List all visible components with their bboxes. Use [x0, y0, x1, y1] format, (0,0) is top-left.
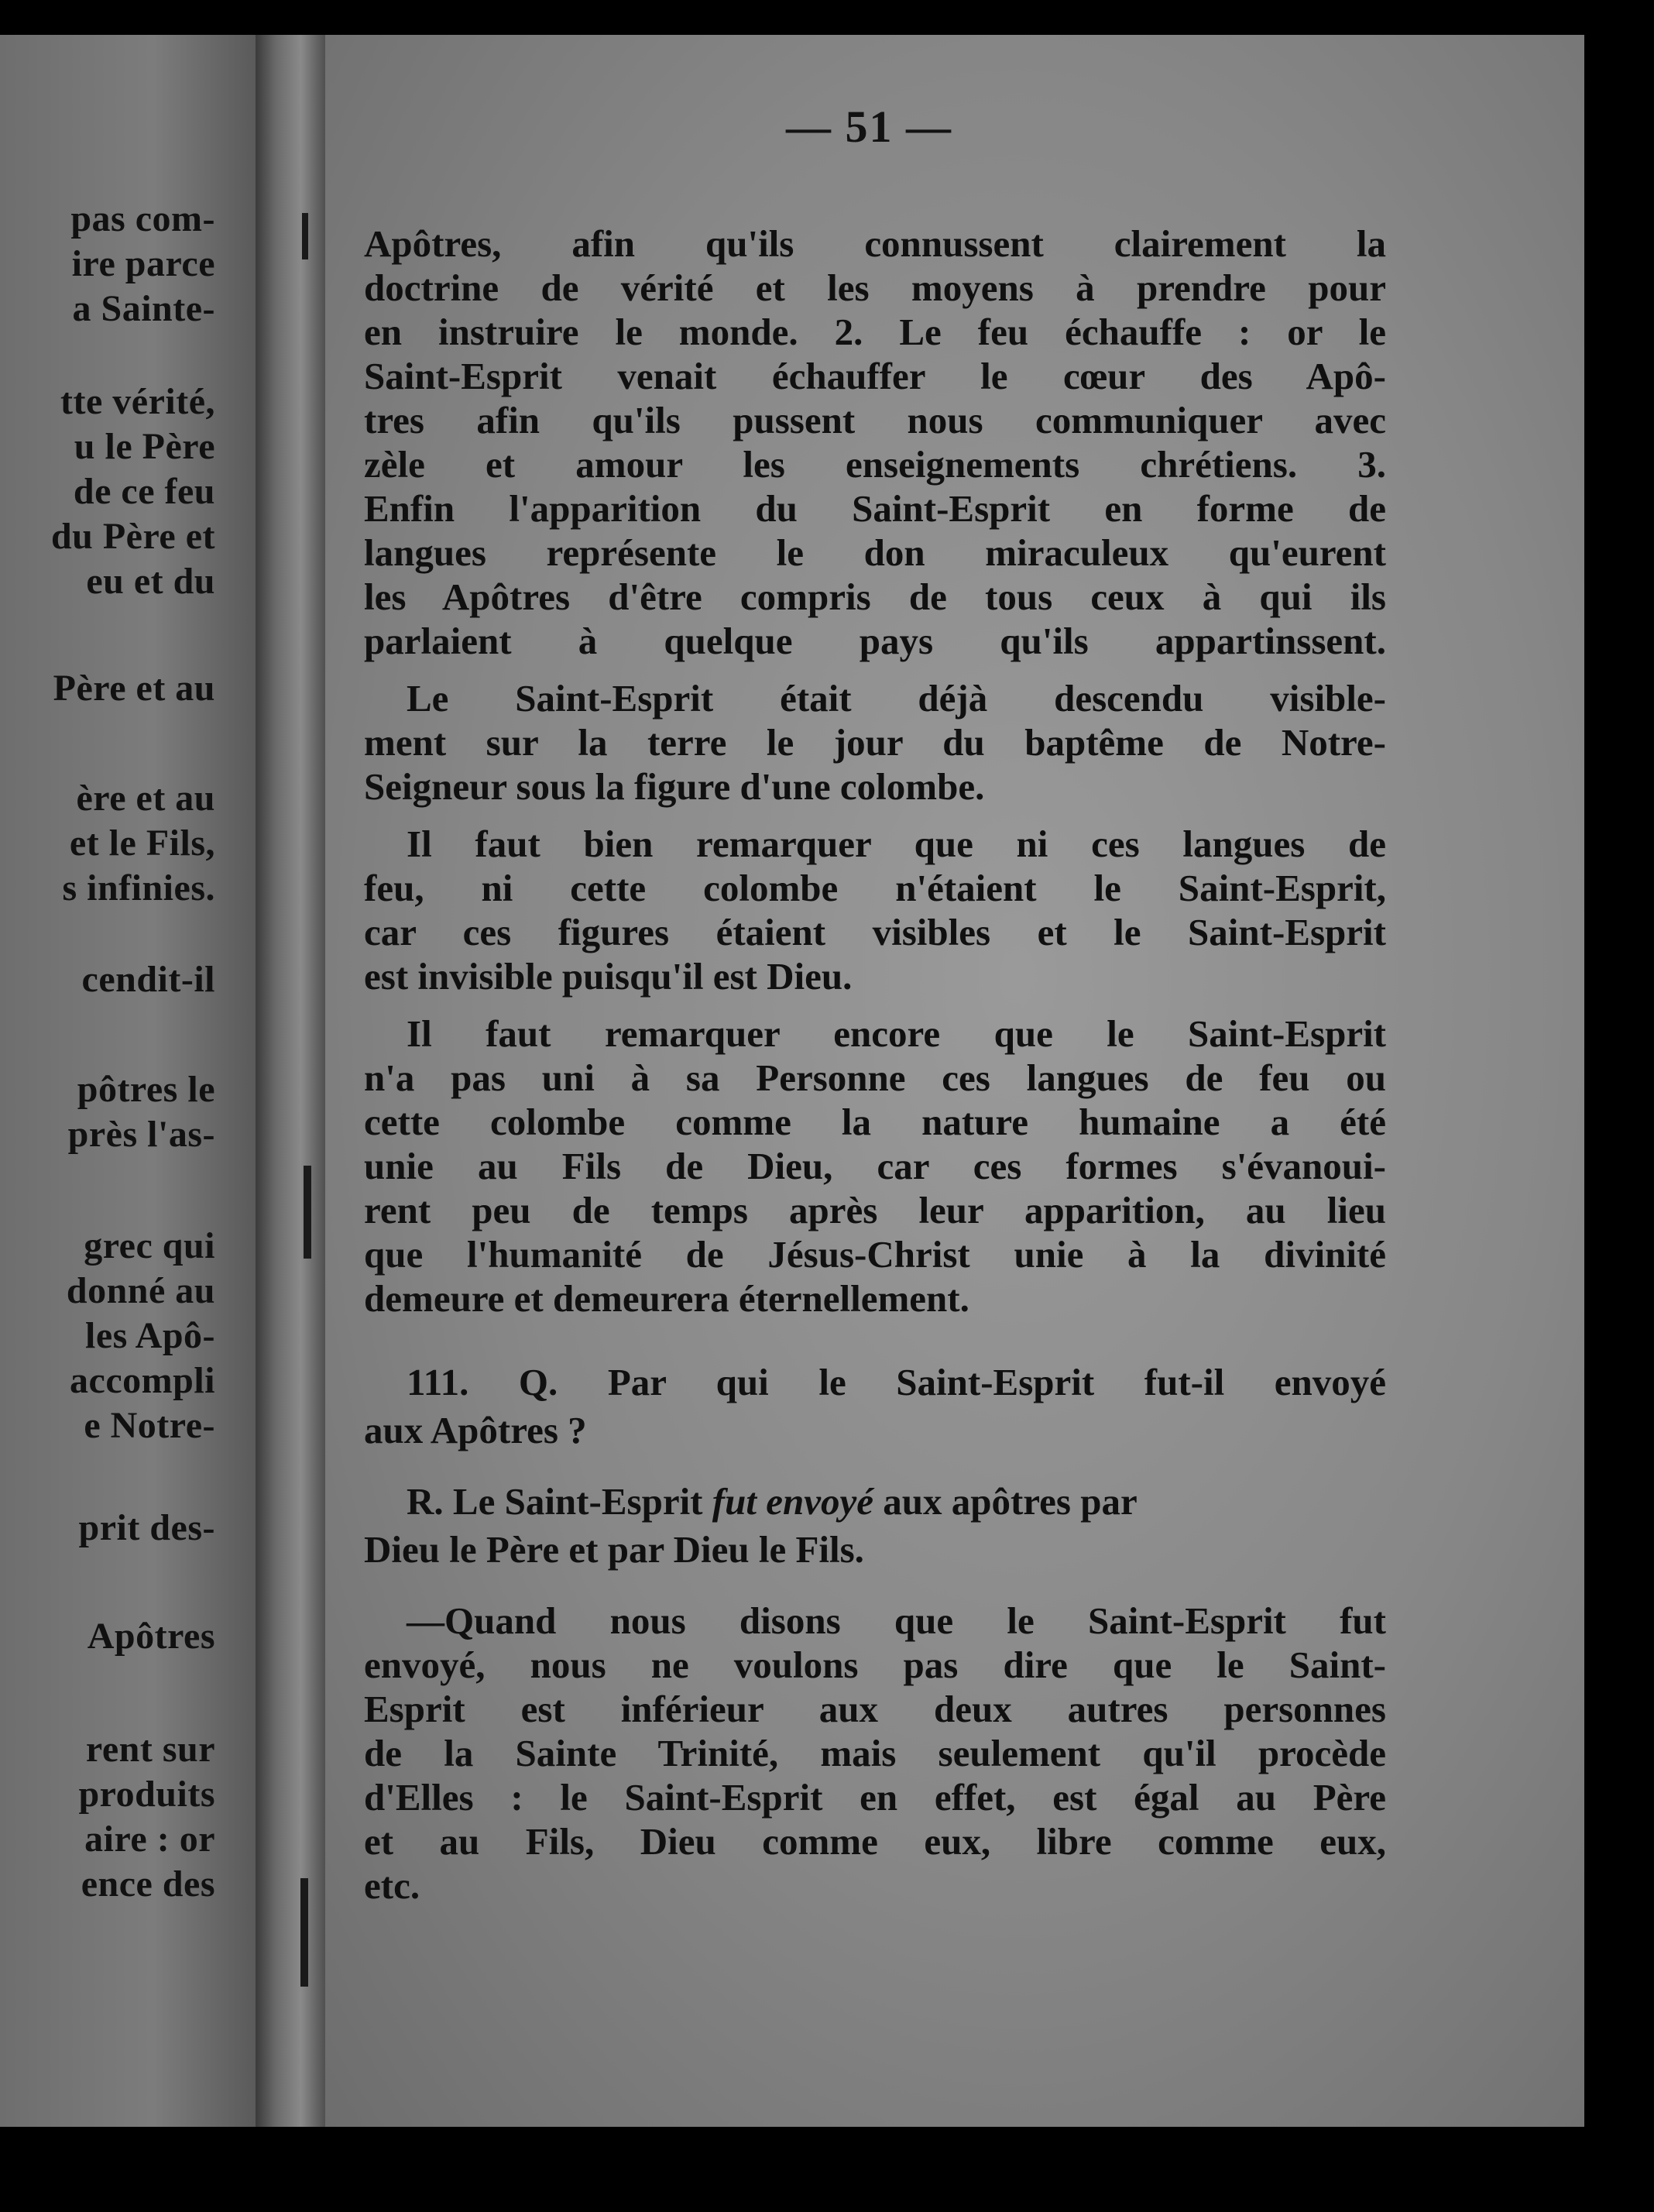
text-line: de la Sainte Trinité, mais seulement qu'il procède [364, 1732, 1386, 1774]
text-line: —Quand nous disons que le Saint-Esprit fut [407, 1599, 1386, 1642]
answer-line: Dieu le Père et par Dieu le Fils. [364, 1528, 864, 1571]
left-line: ère et au [76, 778, 215, 819]
text-line: que l'humanité de Jésus-Christ unie à la divinité [364, 1233, 1386, 1276]
answer-text: aux apôtres par [883, 1480, 1138, 1523]
text-line: Esprit est inférieur aux deux autres personnes [364, 1688, 1386, 1730]
text-line: Saint-Esprit venait échauffer le cœur des Apô- [364, 355, 1386, 397]
scan-border-right [1584, 0, 1654, 2212]
text-line: est invisible puisqu'il est Dieu. [364, 955, 853, 998]
text-line: les Apôtres d'être compris de tous ceux à qui ils [364, 575, 1386, 618]
left-line: aire : or [84, 1819, 215, 1860]
text-line: etc. [364, 1864, 420, 1907]
spine-mark [300, 1878, 308, 1987]
text-line: en instruire le monde. 2. Le feu échauffe : or le [364, 311, 1386, 353]
left-line: ence des [81, 1863, 215, 1905]
left-line: de ce feu [73, 471, 215, 512]
text-line: envoyé, nous ne voulons pas dire que le Saint- [364, 1644, 1386, 1686]
text-line: Enfin l'apparition du Saint-Esprit en forme de [364, 487, 1386, 530]
left-line: pôtres le [77, 1069, 215, 1110]
left-page-fragment [0, 35, 256, 2127]
left-line: Apôtres [87, 1616, 215, 1657]
left-line: les Apô- [84, 1315, 215, 1356]
left-line: Père et au [53, 668, 215, 709]
text-line: rent peu de temps après leur apparition, au lieu [364, 1189, 1386, 1231]
text-line: cette colombe comme la nature humaine a été [364, 1101, 1386, 1143]
text-line: Il faut bien remarquer que ni ces langues de [407, 823, 1386, 865]
question-line: aux Apôtres ? [364, 1409, 587, 1451]
left-line: prit des- [78, 1507, 215, 1548]
text-line: parlaient à quelque pays qu'ils appartinssent. [364, 620, 1386, 662]
text-line: Il faut remarquer encore que le Saint-Esprit [407, 1012, 1386, 1055]
left-line: eu et du [86, 561, 215, 602]
left-line: s infinies. [62, 867, 215, 908]
left-line: donné au [66, 1270, 215, 1311]
text-line: unie au Fils de Dieu, car ces formes s'évanoui- [364, 1145, 1386, 1187]
question-line: 111. Q. Par qui le Saint-Esprit fut-il envoyé [407, 1361, 1386, 1403]
spine-mark [304, 1166, 311, 1259]
spine-mark [302, 213, 308, 259]
text-line: Le Saint-Esprit était déjà descendu visible- [407, 677, 1386, 720]
left-line: du Père et [50, 516, 215, 557]
scan-border-top [0, 0, 1654, 35]
text-line: et au Fils, Dieu comme eux, libre comme eux, [364, 1820, 1386, 1863]
left-line: a Sainte- [72, 288, 215, 329]
left-line: ire parce [71, 243, 215, 284]
text-line: ment sur la terre le jour du baptême de Notre- [364, 721, 1386, 764]
answer-text: R. Le Saint-Esprit [407, 1480, 703, 1523]
left-line: près l'as- [67, 1114, 215, 1155]
text-line: tres afin qu'ils pussent nous communiquer avec [364, 399, 1386, 441]
left-line: rent sur [85, 1729, 215, 1770]
page-number: — 51 — [786, 101, 952, 152]
left-line: grec qui [84, 1225, 215, 1266]
left-line: accompli [70, 1360, 215, 1401]
text-line: doctrine de vérité et les moyens à prendre pour [364, 266, 1386, 309]
text-line: langues représente le don miraculeux qu'eurent [364, 531, 1386, 574]
answer-line [407, 1480, 1386, 1523]
text-line: Seigneur sous la figure d'une colombe. [364, 765, 985, 808]
answer-italic-text: fut envoyé [712, 1480, 873, 1523]
text-line: zèle et amour les enseignements chrétiens. 3. [364, 443, 1386, 486]
left-line: et le Fils, [69, 823, 215, 864]
left-line: cendit-il [81, 959, 215, 1000]
left-line: u le Père [74, 426, 215, 467]
left-line: tte vérité, [60, 381, 215, 422]
text-line: d'Elles : le Saint-Esprit en effet, est égal au Père [364, 1776, 1386, 1819]
text-line: car ces figures étaient visibles et le Saint-Esprit [364, 911, 1386, 953]
text-line: demeure et demeurera éternellement. [364, 1277, 969, 1320]
scan-border-bottom [0, 2127, 1654, 2212]
text-line: n'a pas uni à sa Personne ces langues de feu ou [364, 1056, 1386, 1099]
left-line: pas com- [70, 198, 215, 239]
left-line: e Notre- [84, 1405, 215, 1446]
text-line: feu, ni cette colombe n'étaient le Saint-Esprit, [364, 867, 1386, 909]
left-line: produits [78, 1774, 215, 1815]
text-line: Apôtres, afin qu'ils connussent clairement la [364, 222, 1386, 265]
